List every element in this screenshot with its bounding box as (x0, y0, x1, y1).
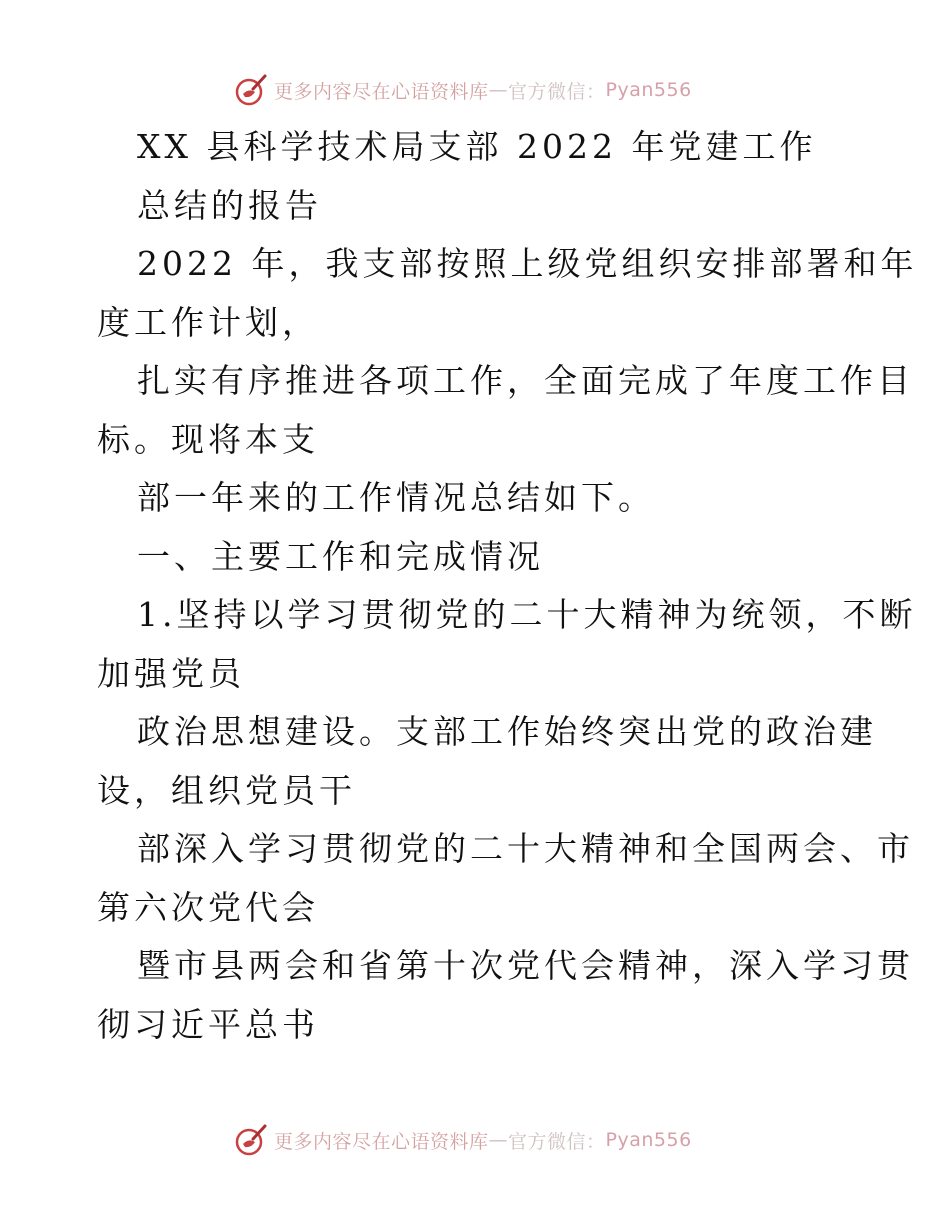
watermark-site-text: 更多内容尽在心语资料库 (274, 80, 489, 103)
paragraph-line: 加强党员 (97, 653, 245, 693)
watermark-wechat-label: 官方微信： (508, 1130, 606, 1153)
brush-logo-icon (234, 73, 268, 107)
paragraph-line: 扎实有序推进各项工作，全面完成了年度工作目 (137, 361, 914, 400)
watermark-footer (234, 1122, 692, 1158)
paragraph-line: 2022 年，我支部按照上级党组织安排部署和年 (137, 244, 918, 283)
title-line-2: 总结的报告 (137, 185, 322, 225)
watermark-header (234, 72, 692, 108)
document-body (97, 122, 918, 1058)
paragraph-line: 1.坚持以学习贯彻党的二十大精神为统领，不断 (137, 595, 917, 634)
watermark-wechat-label: 官方微信： (508, 80, 606, 103)
paragraph-line: 部一年来的工作情况总结如下。 (137, 478, 655, 517)
paragraph-line: 暨市县两会和省第十次党代会精神，深入学习贯 (137, 946, 914, 985)
watermark-dash: — (488, 79, 509, 101)
paragraph-line: 标。现将本支 (97, 419, 319, 459)
paragraph-line: 度工作计划， (97, 302, 319, 342)
paragraph-line: 部深入学习贯彻党的二十大精神和全国两会、市 (137, 829, 914, 868)
section-heading: 一、主要工作和完成情况 (137, 536, 544, 576)
title-line-1: XX 县科学技术局支部 2022 年党建工作 (137, 127, 817, 166)
watermark-wechat-id: Pyan556 (605, 79, 692, 101)
paragraph-line: 政治思想建设。支部工作始终突出党的政治建 (137, 712, 877, 751)
watermark-dash: — (488, 1129, 509, 1151)
brush-logo-icon (234, 1123, 268, 1157)
paragraph-line: 设，组织党员干 (97, 770, 356, 810)
watermark-site-text: 更多内容尽在心语资料库 (274, 1130, 489, 1153)
paragraph-line: 彻习近平总书 (97, 1004, 319, 1044)
watermark-wechat-id: Pyan556 (605, 1129, 692, 1151)
paragraph-line: 第六次党代会 (97, 887, 319, 927)
